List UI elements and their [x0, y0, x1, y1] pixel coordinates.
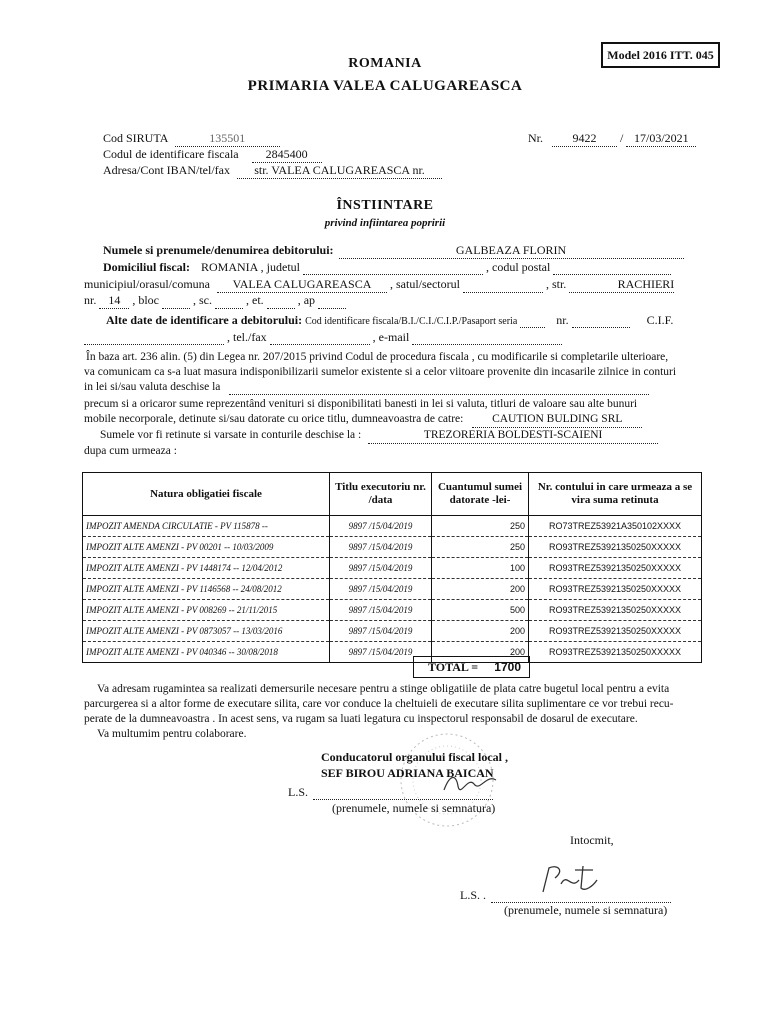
telfax-label: , tel./fax [227, 330, 267, 344]
debtor-building-row [84, 293, 346, 309]
body-line-5-text: mobile necorporale, detinute si/sau datorate cu orice titlu, dumneavoastra de catre: [84, 413, 464, 425]
county-value [303, 262, 483, 275]
table-row [83, 579, 702, 600]
debtor-locality-row [84, 277, 674, 293]
body-line-6 [100, 428, 658, 444]
cell-suma: 500 [432, 600, 529, 621]
total-value: 1700 [494, 660, 521, 674]
debtor-name-value: GALBEAZA FLORIN [339, 243, 684, 259]
other-id-rest: Cod identificare fiscala/B.I./C.I./C.I.P./Pasaport seria [305, 316, 518, 327]
cell-suma: 100 [432, 558, 529, 579]
municipality-value: VALEA CALUGAREASCA [217, 277, 387, 293]
head-title: Conducatorul organului fiscal local , [321, 750, 509, 764]
telfax-value [270, 332, 370, 345]
cell-cont: RO93TREZ53921350250XXXXX [529, 579, 702, 600]
head-signature-line [313, 787, 493, 800]
body-line-4: precum si a oricaror sume reprezentând venituri si disponibilitati banesti in lei si valuta, titluri de valoare sau alte bunuri [84, 398, 638, 410]
document-subtitle: privind infiintarea popririi [324, 217, 446, 229]
table-row [83, 516, 702, 537]
table-row [83, 621, 702, 642]
total-box [413, 656, 530, 678]
header-country: ROMANIA [348, 56, 422, 71]
bank-accounts-blank [229, 382, 649, 395]
body-line-5 [84, 412, 642, 428]
nr-value: 14 [99, 293, 129, 309]
siruta-row [103, 131, 280, 147]
table-row [83, 642, 702, 663]
document-title: ÎNSTIINTARE [336, 198, 434, 213]
body-line-1: În baza art. 236 alin. (5) din Legea nr. 207/2015 privind Codul de procedura fiscala , cu modificarile si completarile ulterioare, [86, 351, 669, 363]
cell-suma: 250 [432, 516, 529, 537]
debtor-domicile-row [103, 260, 671, 275]
head-name: SEF BIROU ADRIANA BAICAN [321, 766, 494, 780]
municipality-label: municipiul/orasul/comuna [84, 277, 210, 291]
closing-line-1: Va adresam rugamintea sa realizati demersurile necesare pentru a stinge obligatiile de plata catre bugetul local pentru a evita [97, 683, 670, 695]
head-ls-label: L.S. [288, 785, 309, 799]
domicile-country: ROMANIA [201, 260, 258, 274]
sc-label: , sc. [193, 293, 213, 307]
table-row [83, 600, 702, 621]
doc-number-row: Nr. 9422 / 17/03/2021 [528, 131, 696, 147]
col-natura: Natura obligatiei fiscale [83, 473, 330, 516]
village-label: , satul/sectorul [389, 277, 460, 291]
cell-suma: 200 [432, 579, 529, 600]
cell-titlu: 9897 /15/04/2019 [330, 537, 432, 558]
doc-number-value: 9422 [552, 131, 617, 147]
village-value [463, 280, 543, 293]
closing-line-2: parcurgerea si a altor forme de executare silita, care vor conduce la cheltuieli de executare silita suplimentare ce vor trebui recu- [84, 698, 674, 710]
cell-cont: RO93TREZ53921350250XXXXX [529, 621, 702, 642]
cell-cont: RO93TREZ53921350250XXXXX [529, 558, 702, 579]
total-label: TOTAL = [428, 660, 479, 674]
et-label: , et. [246, 293, 264, 307]
treasury-value: TREZORERIA BOLDESTI-SCAIENI [368, 428, 658, 444]
cell-natura: IMPOZIT ALTE AMENZI - PV 1146568 -- 24/08/2012 [83, 579, 330, 600]
debtor-contact-row [84, 330, 562, 345]
cell-titlu: 9897 /15/04/2019 [330, 516, 432, 537]
email-label: , e-mail [372, 330, 410, 344]
cell-suma: 200 [432, 642, 529, 663]
cif2-label: C.I.F. [646, 313, 674, 327]
debtor-other-row [106, 313, 673, 328]
cell-titlu: 9897 /15/04/2019 [330, 600, 432, 621]
ap-label: , ap [297, 293, 316, 307]
closing-line-3: perate de la dumneavoastra . In acest sens, va rugam sa luati legatura cu inspectorul responsabil de dosarul de executare. [84, 713, 638, 725]
cell-cont: RO73TREZ53921A350102XXXX [529, 516, 702, 537]
debtor-name-label: Numele si prenumele/denumirea debitorului: [103, 243, 334, 257]
doc-date-value: 17/03/2021 [626, 131, 696, 147]
header-institution: PRIMARIA VALEA CALUGAREASCA [247, 78, 523, 94]
postal-label: , codul postal [486, 260, 551, 274]
head-ls-row [288, 785, 493, 800]
cell-cont: RO93TREZ53921350250XXXXX [529, 600, 702, 621]
cif2-value [84, 332, 224, 345]
cell-natura: IMPOZIT ALTE AMENZI - PV 040346 -- 30/08/2018 [83, 642, 330, 663]
ap-value [318, 296, 346, 309]
table-header-row [83, 473, 702, 516]
table-row [83, 537, 702, 558]
id-nr-value [572, 315, 630, 328]
cell-natura: IMPOZIT ALTE AMENZI - PV 00201 -- 10/03/2009 [83, 537, 330, 558]
prepared-ls-label: L.S. . [460, 888, 487, 902]
cif-row [103, 147, 322, 163]
email-value [412, 332, 562, 345]
debtor-name-row [103, 243, 684, 259]
sc-value [215, 296, 243, 309]
nr-label: nr. [84, 293, 97, 307]
prepared-ls-row [460, 888, 671, 903]
siruta-label: Cod SIRUTA [103, 131, 168, 145]
address-value: str. VALEA CALUGAREASCA nr. [237, 163, 442, 179]
et-value [267, 296, 295, 309]
prepared-caption: (prenumele, numele si semnatura) [504, 903, 668, 917]
cell-natura: IMPOZIT ALTE AMENZI - PV 0873057 -- 13/03/2016 [83, 621, 330, 642]
cell-cont: RO93TREZ53921350250XXXXX [529, 642, 702, 663]
cell-suma: 250 [432, 537, 529, 558]
head-caption: (prenumele, numele si semnatura) [332, 801, 496, 815]
address-label: Adresa/Cont IBAN/tel/fax [103, 163, 230, 177]
cell-titlu: 9897 /15/04/2019 [330, 558, 432, 579]
cell-titlu: 9897 /15/04/2019 [330, 621, 432, 642]
cell-titlu: 9897 /15/04/2019 [330, 642, 432, 663]
body-line-2: va comunicam ca s-a luat masura indisponibilizarii sumelor existente si a celor viitoare provenite din incasarile zilnice in conturi [84, 366, 677, 378]
col-cont: Nr. contului in care urmeaza a se vira suma retinuta [529, 473, 702, 516]
body-line-7: dupa cum urmeaza : [84, 445, 177, 457]
bloc-label: , bloc [132, 293, 160, 307]
cell-cont: RO93TREZ53921350250XXXXX [529, 537, 702, 558]
cell-natura: IMPOZIT ALTE AMENZI - PV 1448174 -- 12/04/2012 [83, 558, 330, 579]
cell-natura: IMPOZIT ALTE AMENZI - PV 008269 -- 21/11/2015 [83, 600, 330, 621]
siruta-value: 135501 [175, 131, 280, 147]
id-nr-label: nr. [556, 313, 569, 327]
cif-label: Codul de identificare fiscala [103, 147, 239, 161]
body-line-3 [84, 380, 649, 395]
cell-titlu: 9897 /15/04/2019 [330, 579, 432, 600]
col-suma: Cuantumul sumei datorate -lei- [432, 473, 529, 516]
other-id-label: Alte date de identificare a debitorului: [106, 313, 303, 327]
postal-value [553, 262, 671, 275]
table-row [83, 558, 702, 579]
body-line-6-text: Sumele vor fi retinute si varsate in conturile deschise la : [100, 429, 362, 441]
cell-suma: 200 [432, 621, 529, 642]
id-series-value [520, 315, 545, 328]
doc-number-label: Nr. [528, 131, 543, 145]
closing-line-4: Va multumim pentru colaborare. [97, 728, 247, 740]
street-value: RACHIERI [569, 277, 674, 293]
third-party-value: CAUTION BULDING SRL [472, 412, 642, 428]
prepared-signature-line [491, 890, 671, 903]
form-model-code: Model 2016 ITT. 045 [601, 42, 720, 68]
address-row [103, 163, 442, 179]
cell-natura: IMPOZIT AMENDA CIRCULATIE - PV 115878 -- [83, 516, 330, 537]
street-label: , str. [545, 277, 567, 291]
bloc-value [162, 296, 190, 309]
body-line-3-text: in lei si/sau valuta deschise la [84, 381, 221, 393]
county-label: , judetul [260, 260, 300, 274]
prepared-label: Intocmit, [570, 833, 614, 847]
obligations-table [82, 472, 702, 663]
col-titlu: Titlu executoriu nr. /data [330, 473, 432, 516]
cif-value: 2845400 [252, 147, 322, 163]
domicile-label: Domiciliul fiscal: [103, 260, 190, 274]
